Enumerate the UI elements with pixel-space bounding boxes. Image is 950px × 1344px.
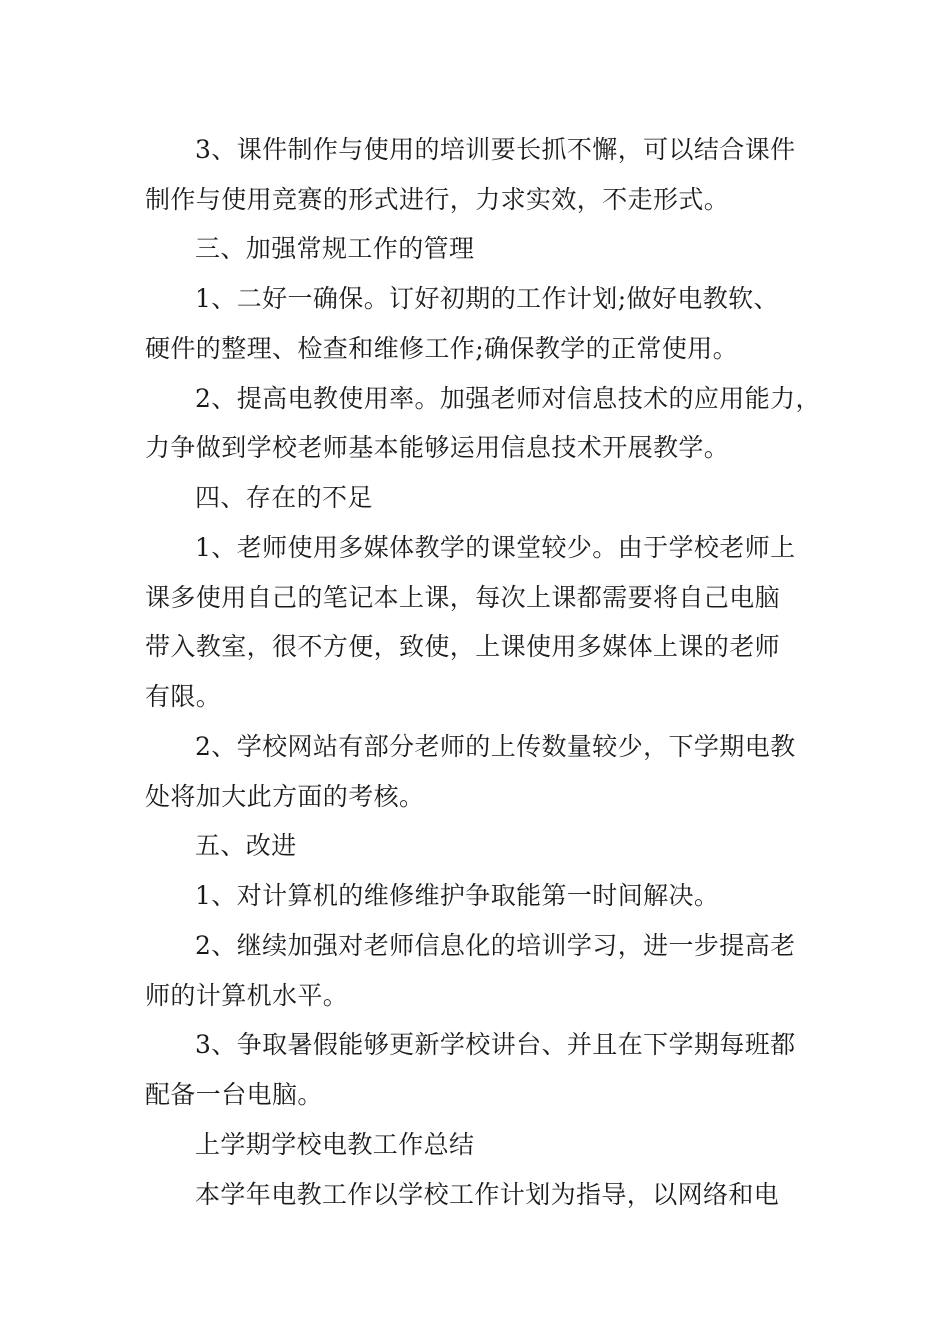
text-line: 课多使用自己的笔记本上课，每次上课都需要将自己电脑 (145, 583, 781, 612)
section-heading: 四、存在的不足 (195, 483, 373, 512)
text-line: 3、课件制作与使用的培训要长抓不懈，可以结合课件 (195, 135, 796, 164)
text-line: 1、二好一确保。订好初期的工作计划;做好电教软、 (195, 284, 779, 313)
text-line: 1、对计算机的维修维护争取能第一时间解决。 (195, 881, 720, 910)
text-line: 2、继续加强对老师信息化的培训学习，进一步提高老 (195, 931, 796, 960)
text-line: 2、提高电教使用率。加强老师对信息技术的应用能力， (195, 384, 821, 413)
text-line: 配备一台电脑。 (145, 1080, 323, 1109)
text-line: 制作与使用竞赛的形式进行，力求实效，不走形式。 (145, 185, 730, 214)
text-line: 有限。 (145, 682, 222, 711)
text-line: 力争做到学校老师基本能够运用信息技术开展教学。 (145, 433, 730, 462)
section-heading: 上学期学校电教工作总结 (195, 1130, 475, 1159)
text-line: 本学年电教工作以学校工作计划为指导，以网络和电 (195, 1180, 780, 1209)
section-heading: 三、加强常规工作的管理 (195, 234, 475, 263)
text-line: 硬件的整理、检查和维修工作;确保教学的正常使用。 (145, 334, 739, 363)
text-line: 师的计算机水平。 (145, 981, 349, 1010)
text-line: 带入教室，很不方便，致使，上课使用多媒体上课的老师 (145, 632, 781, 661)
text-line: 处将加大此方面的考核。 (145, 782, 425, 811)
text-line: 2、学校网站有部分老师的上传数量较少，下学期电教 (195, 732, 796, 761)
section-heading: 五、改进 (195, 831, 297, 860)
text-line: 1、老师使用多媒体教学的课堂较少。由于学校老师上 (195, 533, 796, 562)
text-line: 3、争取暑假能够更新学校讲台、并且在下学期每班都 (195, 1030, 796, 1059)
